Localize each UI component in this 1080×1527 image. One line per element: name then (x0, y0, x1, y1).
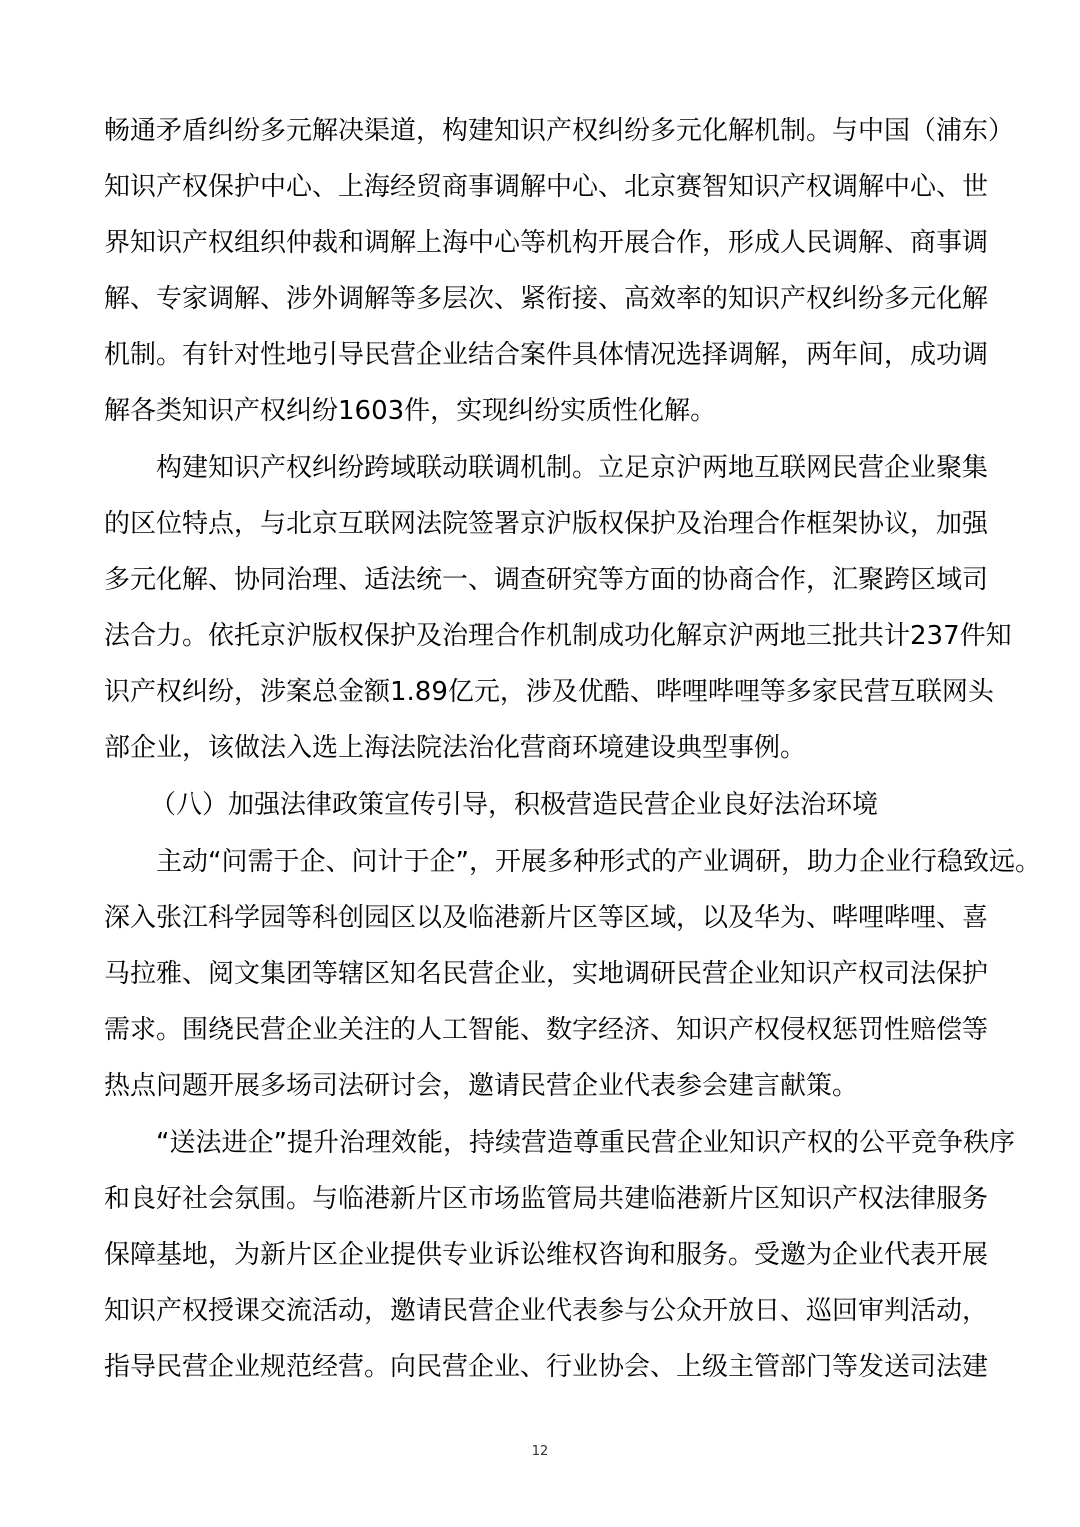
paragraph-line: 需求。围绕民营企业关注的人工智能、数字经济、知识产权侵权惩罚性赔偿等 (104, 1015, 989, 1045)
paragraph-line: “送法进企”提升治理效能，持续营造尊重民营企业知识产权的公平竞争秩序 (156, 1128, 1015, 1158)
paragraph-line: 的区位特点，与北京互联网法院签署京沪版权保护及治理合作框架协议，加强 (104, 509, 989, 539)
paragraph-line: 知识产权授课交流活动，邀请民营企业代表参与公众开放日、巡回审判活动， (104, 1296, 989, 1326)
paragraph-line: 马拉雅、阅文集团等辖区知名民营企业，实地调研民营企业知识产权司法保护 (104, 959, 989, 989)
paragraph-line: 畅通矛盾纠纷多元解决渠道，构建知识产权纠纷多元化解机制。与中国（浦东） (104, 116, 1015, 146)
page-number: 12 (531, 1444, 549, 1459)
paragraph-line: 解、专家调解、涉外调解等多层次、紧衔接、高效率的知识产权纠纷多元化解 (104, 284, 989, 314)
section-heading: （八）加强法律政策宣传引导，积极营造民营企业良好法治环境 (150, 790, 879, 820)
paragraph-line: 主动“问需于企、问计于企”，开展多种形式的产业调研，助力企业行稳致远。 (156, 847, 1041, 877)
paragraph-line: 知识产权保护中心、上海经贸商事调解中心、北京赛智知识产权调解中心、世 (104, 172, 989, 202)
paragraph-line: 深入张江科学园等科创园区以及临港新片区等区域，以及华为、哔哩哔哩、喜 (104, 903, 989, 933)
paragraph-line: 构建知识产权纠纷跨域联动联调机制。立足京沪两地互联网民营企业聚集 (156, 453, 989, 483)
paragraph-line: 部企业，该做法入选上海法院法治化营商环境建设典型事例。 (104, 733, 807, 763)
paragraph-line: 指导民营企业规范经营。向民营企业、行业协会、上级主管部门等发送司法建 (104, 1352, 989, 1382)
paragraph-line: 解各类知识产权纠纷1603件，实现纠纷实质性化解。 (104, 396, 717, 426)
paragraph-line: 识产权纠纷，涉案总金额1.89亿元，涉及优酷、哔哩哔哩等多家民营互联网头 (104, 677, 994, 707)
paragraph-line: 热点问题开展多场司法研讨会，邀请民营企业代表参会建言献策。 (104, 1071, 859, 1101)
paragraph-line: 多元化解、协同治理、适法统一、调查研究等方面的协商合作，汇聚跨区域司 (104, 565, 989, 595)
paragraph-line: 和良好社会氛围。与临港新片区市场监管局共建临港新片区知识产权法律服务 (104, 1184, 989, 1214)
paragraph-line: 法合力。依托京沪版权保护及治理合作机制成功化解京沪两地三批共计237件知 (104, 621, 1012, 651)
paragraph-line: 机制。有针对性地引导民营企业结合案件具体情况选择调解，两年间，成功调 (104, 340, 989, 370)
paragraph-line: 保障基地，为新片区企业提供专业诉讼维权咨询和服务。受邀为企业代表开展 (104, 1240, 989, 1270)
paragraph-line: 界知识产权组织仲裁和调解上海中心等机构开展合作，形成人民调解、商事调 (104, 228, 989, 258)
